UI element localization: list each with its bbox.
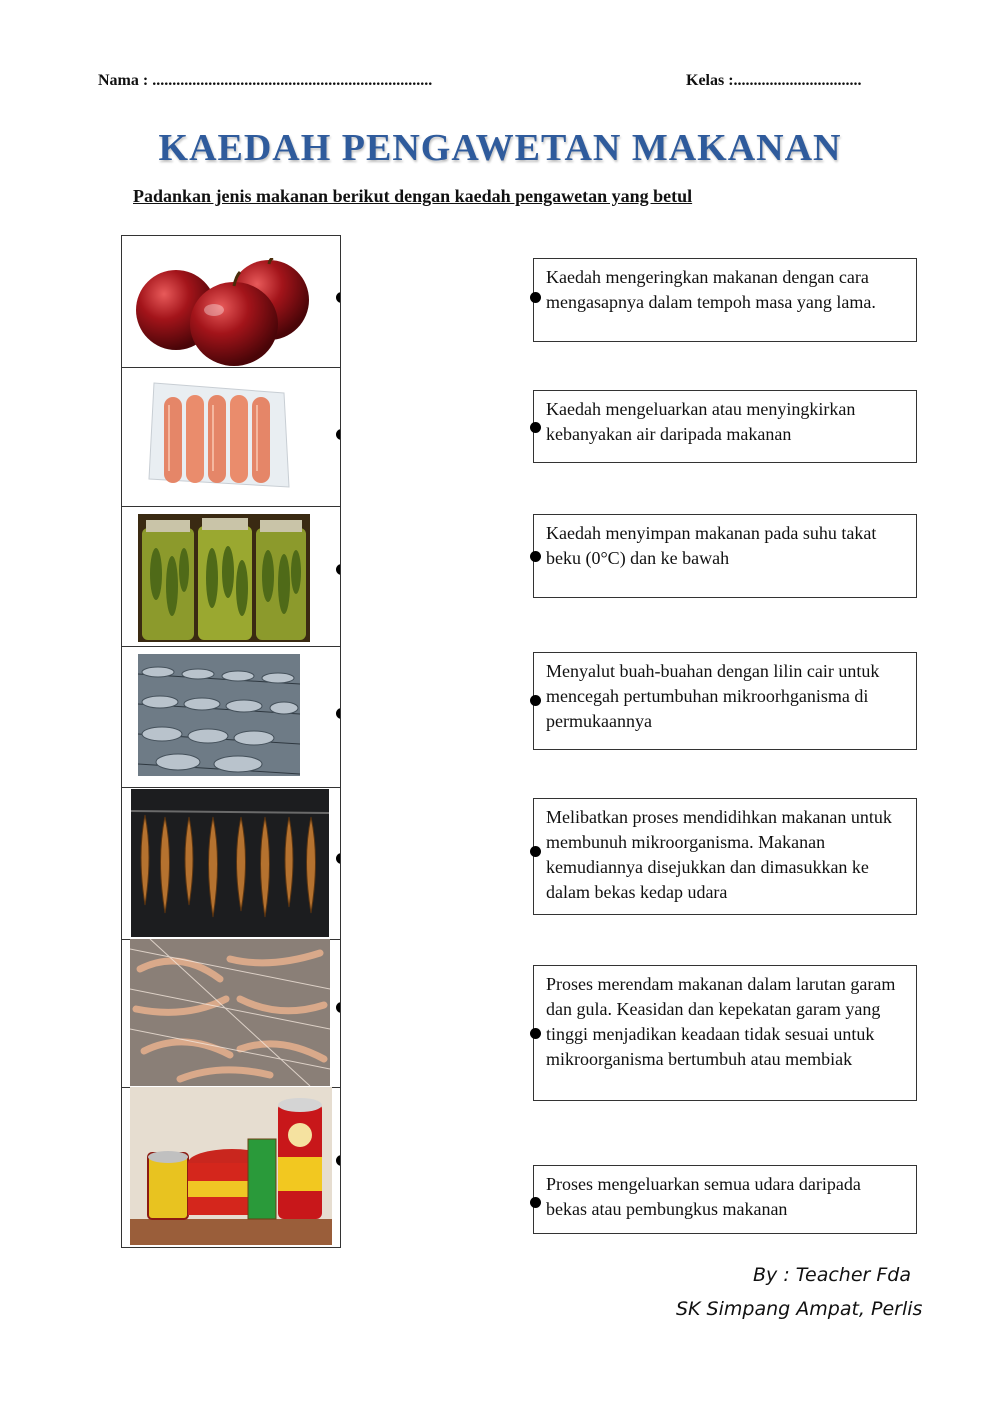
method-text: Kaedah menyimpan makanan pada suhu takat beku (0°C) dan ke bawah — [546, 523, 877, 568]
food-cell-pickles — [122, 506, 340, 647]
food-cell-apples — [122, 236, 340, 368]
method-text: Kaedah mengeluarkan atau menyingkirkan kebanyakan air daripada makanan — [546, 399, 856, 444]
name-field-label: Nama : ...................................................................... — [98, 72, 433, 89]
class-field-label: Kelas :................................ — [686, 72, 862, 89]
food-cell-smoked-fish — [122, 787, 340, 940]
method-box — [533, 798, 917, 915]
canned-sardines-image — [130, 1087, 332, 1245]
match-dot-left[interactable] — [336, 1155, 340, 1166]
match-dot-right[interactable] — [530, 422, 541, 433]
method-box — [533, 258, 917, 342]
instruction-text: Padankan jenis makanan berikut dengan kaedah pengawetan yang betul — [133, 186, 693, 206]
school-signature: SK Simpang Ampat, Perlis — [676, 1298, 923, 1320]
method-box — [533, 965, 917, 1101]
match-dot-right[interactable] — [530, 292, 541, 303]
match-dot-left[interactable] — [336, 429, 340, 440]
match-dot-left[interactable] — [336, 1002, 340, 1013]
match-dot-left[interactable] — [336, 292, 340, 303]
method-box — [533, 514, 917, 598]
food-cell-prawns — [122, 939, 340, 1088]
match-dot-right[interactable] — [530, 551, 541, 562]
method-box — [533, 652, 917, 750]
match-dot-right[interactable] — [530, 695, 541, 706]
method-text: Proses mengeluarkan semua udara daripada bekas atau pembungkus makanan — [546, 1174, 861, 1219]
pickles-jars-image — [138, 514, 310, 642]
method-text: Menyalut buah-buahan dengan lilin cair untuk mencegah pertumbuhan mikroorhganisma di permukaannya — [546, 661, 880, 731]
sausages-image — [144, 375, 294, 497]
match-dot-left[interactable] — [336, 708, 340, 719]
match-dot-right[interactable] — [530, 1197, 541, 1208]
method-text: Kaedah mengeringkan makanan dengan cara mengasapnya dalam tempoh masa yang lama. — [546, 267, 876, 312]
match-dot-right[interactable] — [530, 846, 541, 857]
smoked-fish-image — [131, 789, 329, 937]
match-dot-left[interactable] — [336, 564, 340, 575]
apples-image — [134, 258, 312, 366]
food-cell-sausages — [122, 367, 340, 507]
worksheet-title: KAEDAH PENGAWETAN MAKANAN — [158, 127, 842, 169]
food-cell-dried-fish — [122, 646, 340, 788]
method-text: Proses merendam makanan dalam larutan garam dan gula. Keasidan dan kepekatan garam yang tinggi menjadikan keadaan tidak sesuai untuk mikroorganisma bertumbuh atau membiak — [546, 974, 896, 1069]
method-text: Melibatkan proses mendidihkan makanan untuk membunuh mikroorganisma. Makanan kemudiannya disejukkan dan dimasukkan ke dalam bekas kedap udara — [546, 807, 892, 902]
method-box — [533, 390, 917, 463]
frozen-prawns-image — [130, 939, 330, 1086]
method-box — [533, 1165, 917, 1234]
match-dot-left[interactable] — [336, 853, 340, 864]
author-signature: By : Teacher Fda — [753, 1264, 912, 1286]
dried-fish-image — [138, 654, 300, 776]
food-cell-canned-food — [122, 1087, 340, 1247]
food-image-column — [121, 235, 341, 1248]
match-dot-right[interactable] — [530, 1028, 541, 1039]
